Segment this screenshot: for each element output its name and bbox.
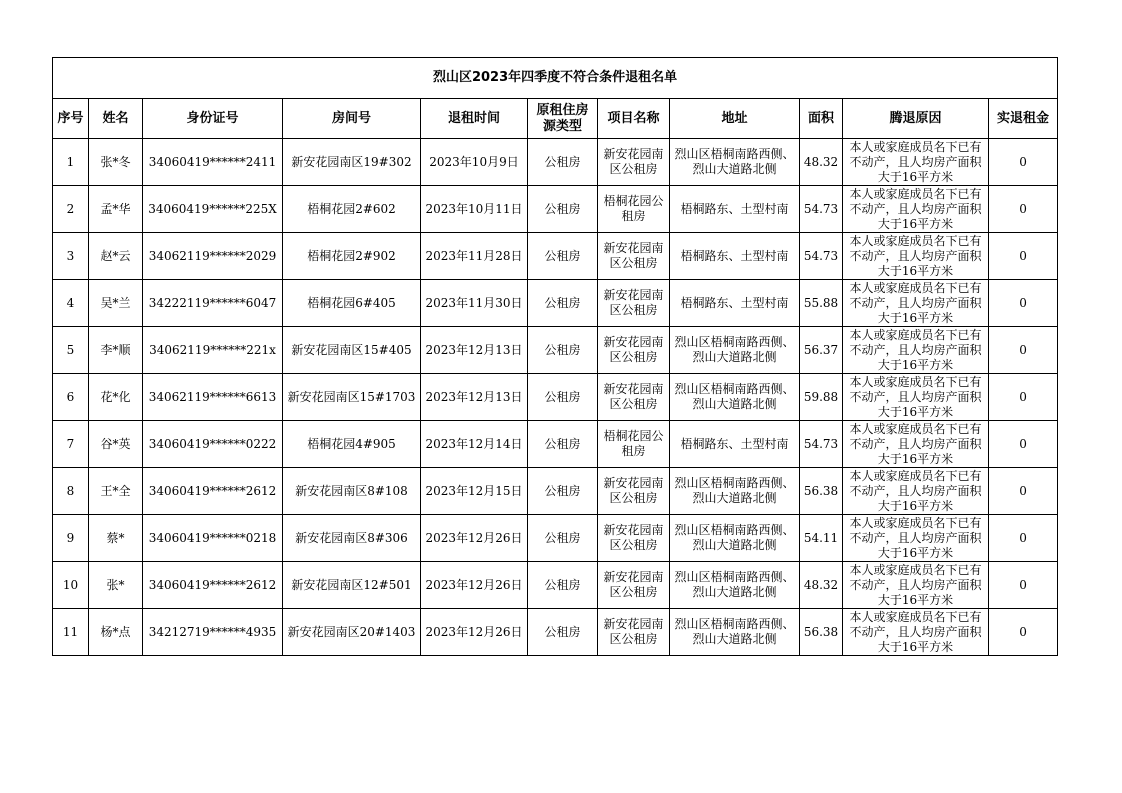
cell-name: 张* <box>89 562 143 609</box>
table-row <box>53 468 1058 515</box>
cell-area: 54.73 <box>800 233 843 280</box>
cell-project-text: 新安花园南区公租房 <box>603 335 664 364</box>
header-housing-type <box>528 99 598 139</box>
cell-refund: 0 <box>989 421 1058 468</box>
cell-reason <box>843 139 989 186</box>
cell-seq: 11 <box>53 609 89 656</box>
cell-housing-type: 公租房 <box>528 468 598 515</box>
cell-refund: 0 <box>989 280 1058 327</box>
cell-id-number: 34060419******0222 <box>143 421 283 468</box>
page-title: 烈山区2023年四季度不符合条件退租名单 <box>53 58 1058 99</box>
cell-area: 56.38 <box>800 468 843 515</box>
cell-room: 新安花园南区15#1703 <box>283 374 421 421</box>
cell-reason-text: 本人或家庭成员名下已有不动产，且人均房产面积大于16平方米 <box>849 374 982 419</box>
cell-project <box>598 515 670 562</box>
cell-reason-text: 本人或家庭成员名下已有不动产，且人均房产面积大于16平方米 <box>849 421 982 466</box>
cell-project-text: 新安花园南区公租房 <box>603 147 664 176</box>
cell-id-number: 34060419******2612 <box>143 468 283 515</box>
cell-address-text: 烈山区梧桐南路西侧、烈山大道路北侧 <box>674 617 795 646</box>
cell-date: 2023年10月9日 <box>421 139 528 186</box>
cell-project <box>598 280 670 327</box>
cell-address <box>670 233 800 280</box>
cell-address <box>670 327 800 374</box>
cell-project <box>598 374 670 421</box>
cell-refund: 0 <box>989 186 1058 233</box>
header-area: 面积 <box>800 99 843 139</box>
cell-project <box>598 139 670 186</box>
cell-id-number: 34060419******2612 <box>143 562 283 609</box>
cell-address-text: 梧桐路东、土型村南 <box>680 201 789 216</box>
cell-name: 谷*英 <box>89 421 143 468</box>
cell-seq: 5 <box>53 327 89 374</box>
cell-housing-type: 公租房 <box>528 233 598 280</box>
cell-id-number: 34062119******221x <box>143 327 283 374</box>
cell-id-number: 34222119******6047 <box>143 280 283 327</box>
table-row <box>53 374 1058 421</box>
cell-address <box>670 186 800 233</box>
cell-reason <box>843 280 989 327</box>
cell-name: 赵*云 <box>89 233 143 280</box>
cell-address <box>670 139 800 186</box>
table-row <box>53 233 1058 280</box>
cell-name: 杨*点 <box>89 609 143 656</box>
cell-date: 2023年11月28日 <box>421 233 528 280</box>
cell-room: 新安花园南区15#405 <box>283 327 421 374</box>
cell-housing-type: 公租房 <box>528 280 598 327</box>
table-row <box>53 609 1058 656</box>
cell-refund: 0 <box>989 233 1058 280</box>
cell-address-text: 烈山区梧桐南路西侧、烈山大道路北侧 <box>674 476 795 505</box>
cell-date: 2023年11月30日 <box>421 280 528 327</box>
cell-housing-type: 公租房 <box>528 327 598 374</box>
cell-date: 2023年12月26日 <box>421 562 528 609</box>
cell-room: 新安花园南区8#306 <box>283 515 421 562</box>
cell-reason <box>843 374 989 421</box>
cell-reason <box>843 233 989 280</box>
cell-id-number: 34062119******2029 <box>143 233 283 280</box>
cell-reason-text: 本人或家庭成员名下已有不动产，且人均房产面积大于16平方米 <box>849 515 982 560</box>
cell-address <box>670 421 800 468</box>
cell-area: 59.88 <box>800 374 843 421</box>
cell-housing-type: 公租房 <box>528 186 598 233</box>
cell-address-text: 烈山区梧桐南路西侧、烈山大道路北侧 <box>674 570 795 599</box>
cell-reason <box>843 515 989 562</box>
cell-room: 梧桐花园2#602 <box>283 186 421 233</box>
cell-reason <box>843 327 989 374</box>
cell-project-text: 新安花园南区公租房 <box>603 476 664 505</box>
cell-area: 56.37 <box>800 327 843 374</box>
cell-reason <box>843 562 989 609</box>
cell-project <box>598 468 670 515</box>
cell-housing-type: 公租房 <box>528 421 598 468</box>
cell-refund: 0 <box>989 515 1058 562</box>
refund-list-table <box>52 57 1058 656</box>
cell-address <box>670 562 800 609</box>
cell-reason-text: 本人或家庭成员名下已有不动产，且人均房产面积大于16平方米 <box>849 609 982 654</box>
header-address: 地址 <box>670 99 800 139</box>
cell-address-text: 烈山区梧桐南路西侧、烈山大道路北侧 <box>674 382 795 411</box>
cell-address-text: 梧桐路东、土型村南 <box>680 295 789 310</box>
cell-seq: 10 <box>53 562 89 609</box>
cell-date: 2023年12月15日 <box>421 468 528 515</box>
cell-area: 54.73 <box>800 186 843 233</box>
cell-housing-type: 公租房 <box>528 139 598 186</box>
cell-date: 2023年12月26日 <box>421 515 528 562</box>
cell-reason-text: 本人或家庭成员名下已有不动产，且人均房产面积大于16平方米 <box>849 186 982 231</box>
header-seq: 序号 <box>53 99 89 139</box>
cell-refund: 0 <box>989 562 1058 609</box>
cell-room: 新安花园南区19#302 <box>283 139 421 186</box>
cell-date: 2023年12月13日 <box>421 374 528 421</box>
cell-reason <box>843 468 989 515</box>
cell-id-number: 34060419******2411 <box>143 139 283 186</box>
header-reason: 腾退原因 <box>843 99 989 139</box>
cell-id-number: 34212719******4935 <box>143 609 283 656</box>
header-project: 项目名称 <box>598 99 670 139</box>
cell-reason-text: 本人或家庭成员名下已有不动产，且人均房产面积大于16平方米 <box>849 233 982 278</box>
cell-address <box>670 280 800 327</box>
table-row <box>53 327 1058 374</box>
cell-seq: 9 <box>53 515 89 562</box>
cell-address <box>670 515 800 562</box>
cell-name: 李*顺 <box>89 327 143 374</box>
cell-date: 2023年12月13日 <box>421 327 528 374</box>
header-name: 姓名 <box>89 99 143 139</box>
cell-room: 新安花园南区20#1403 <box>283 609 421 656</box>
cell-seq: 2 <box>53 186 89 233</box>
cell-date: 2023年12月26日 <box>421 609 528 656</box>
cell-area: 54.73 <box>800 421 843 468</box>
cell-project-text: 新安花园南区公租房 <box>603 288 664 317</box>
cell-project <box>598 233 670 280</box>
cell-reason-text: 本人或家庭成员名下已有不动产，且人均房产面积大于16平方米 <box>849 280 982 325</box>
header-housing-type-text: 原租住房源类型 <box>536 102 589 134</box>
cell-name: 王*全 <box>89 468 143 515</box>
cell-housing-type: 公租房 <box>528 515 598 562</box>
cell-project-text: 新安花园南区公租房 <box>603 523 664 552</box>
cell-id-number: 34060419******225X <box>143 186 283 233</box>
cell-name: 张*冬 <box>89 139 143 186</box>
cell-seq: 7 <box>53 421 89 468</box>
cell-address-text: 烈山区梧桐南路西侧、烈山大道路北侧 <box>674 335 795 364</box>
cell-project-text: 梧桐花园公租房 <box>603 429 664 458</box>
cell-project <box>598 327 670 374</box>
cell-name: 花*化 <box>89 374 143 421</box>
header-refund: 实退租金 <box>989 99 1058 139</box>
cell-area: 56.38 <box>800 609 843 656</box>
cell-name: 蔡* <box>89 515 143 562</box>
cell-project <box>598 186 670 233</box>
cell-room: 新安花园南区12#501 <box>283 562 421 609</box>
cell-room: 梧桐花园6#405 <box>283 280 421 327</box>
cell-project <box>598 562 670 609</box>
cell-reason <box>843 421 989 468</box>
cell-address <box>670 374 800 421</box>
cell-id-number: 34062119******6613 <box>143 374 283 421</box>
table-row <box>53 186 1058 233</box>
cell-address <box>670 468 800 515</box>
cell-room: 梧桐花园2#902 <box>283 233 421 280</box>
table-row <box>53 515 1058 562</box>
cell-reason-text: 本人或家庭成员名下已有不动产，且人均房产面积大于16平方米 <box>849 327 982 372</box>
cell-seq: 8 <box>53 468 89 515</box>
cell-project <box>598 609 670 656</box>
cell-project-text: 新安花园南区公租房 <box>603 570 664 599</box>
cell-address <box>670 609 800 656</box>
cell-area: 54.11 <box>800 515 843 562</box>
cell-address-text: 烈山区梧桐南路西侧、烈山大道路北侧 <box>674 147 795 176</box>
table-row <box>53 280 1058 327</box>
cell-housing-type: 公租房 <box>528 609 598 656</box>
header-row <box>53 99 1058 139</box>
table-row <box>53 562 1058 609</box>
cell-project-text: 新安花园南区公租房 <box>603 382 664 411</box>
cell-date: 2023年12月14日 <box>421 421 528 468</box>
cell-seq: 6 <box>53 374 89 421</box>
cell-address-text: 梧桐路东、土型村南 <box>680 248 789 263</box>
cell-date: 2023年10月11日 <box>421 186 528 233</box>
cell-refund: 0 <box>989 609 1058 656</box>
header-room: 房间号 <box>283 99 421 139</box>
header-date: 退租时间 <box>421 99 528 139</box>
cell-reason <box>843 186 989 233</box>
cell-project-text: 新安花园南区公租房 <box>603 617 664 646</box>
cell-reason-text: 本人或家庭成员名下已有不动产，且人均房产面积大于16平方米 <box>849 562 982 607</box>
header-id-number: 身份证号 <box>143 99 283 139</box>
cell-seq: 3 <box>53 233 89 280</box>
cell-housing-type: 公租房 <box>528 562 598 609</box>
cell-refund: 0 <box>989 139 1058 186</box>
cell-name: 孟*华 <box>89 186 143 233</box>
cell-reason-text: 本人或家庭成员名下已有不动产，且人均房产面积大于16平方米 <box>849 468 982 513</box>
cell-room: 新安花园南区8#108 <box>283 468 421 515</box>
cell-address-text: 烈山区梧桐南路西侧、烈山大道路北侧 <box>674 523 795 552</box>
cell-seq: 1 <box>53 139 89 186</box>
table-row <box>53 139 1058 186</box>
cell-reason <box>843 609 989 656</box>
cell-area: 48.32 <box>800 562 843 609</box>
cell-housing-type: 公租房 <box>528 374 598 421</box>
cell-project-text: 新安花园南区公租房 <box>603 241 664 270</box>
cell-id-number: 34060419******0218 <box>143 515 283 562</box>
cell-name: 吴*兰 <box>89 280 143 327</box>
cell-reason-text: 本人或家庭成员名下已有不动产，且人均房产面积大于16平方米 <box>849 139 982 184</box>
cell-refund: 0 <box>989 374 1058 421</box>
cell-project-text: 梧桐花园公租房 <box>603 194 664 223</box>
cell-seq: 4 <box>53 280 89 327</box>
cell-project <box>598 421 670 468</box>
cell-area: 55.88 <box>800 280 843 327</box>
cell-refund: 0 <box>989 468 1058 515</box>
cell-area: 48.32 <box>800 139 843 186</box>
cell-address-text: 梧桐路东、土型村南 <box>680 436 789 451</box>
cell-refund: 0 <box>989 327 1058 374</box>
cell-room: 梧桐花园4#905 <box>283 421 421 468</box>
table-row <box>53 421 1058 468</box>
